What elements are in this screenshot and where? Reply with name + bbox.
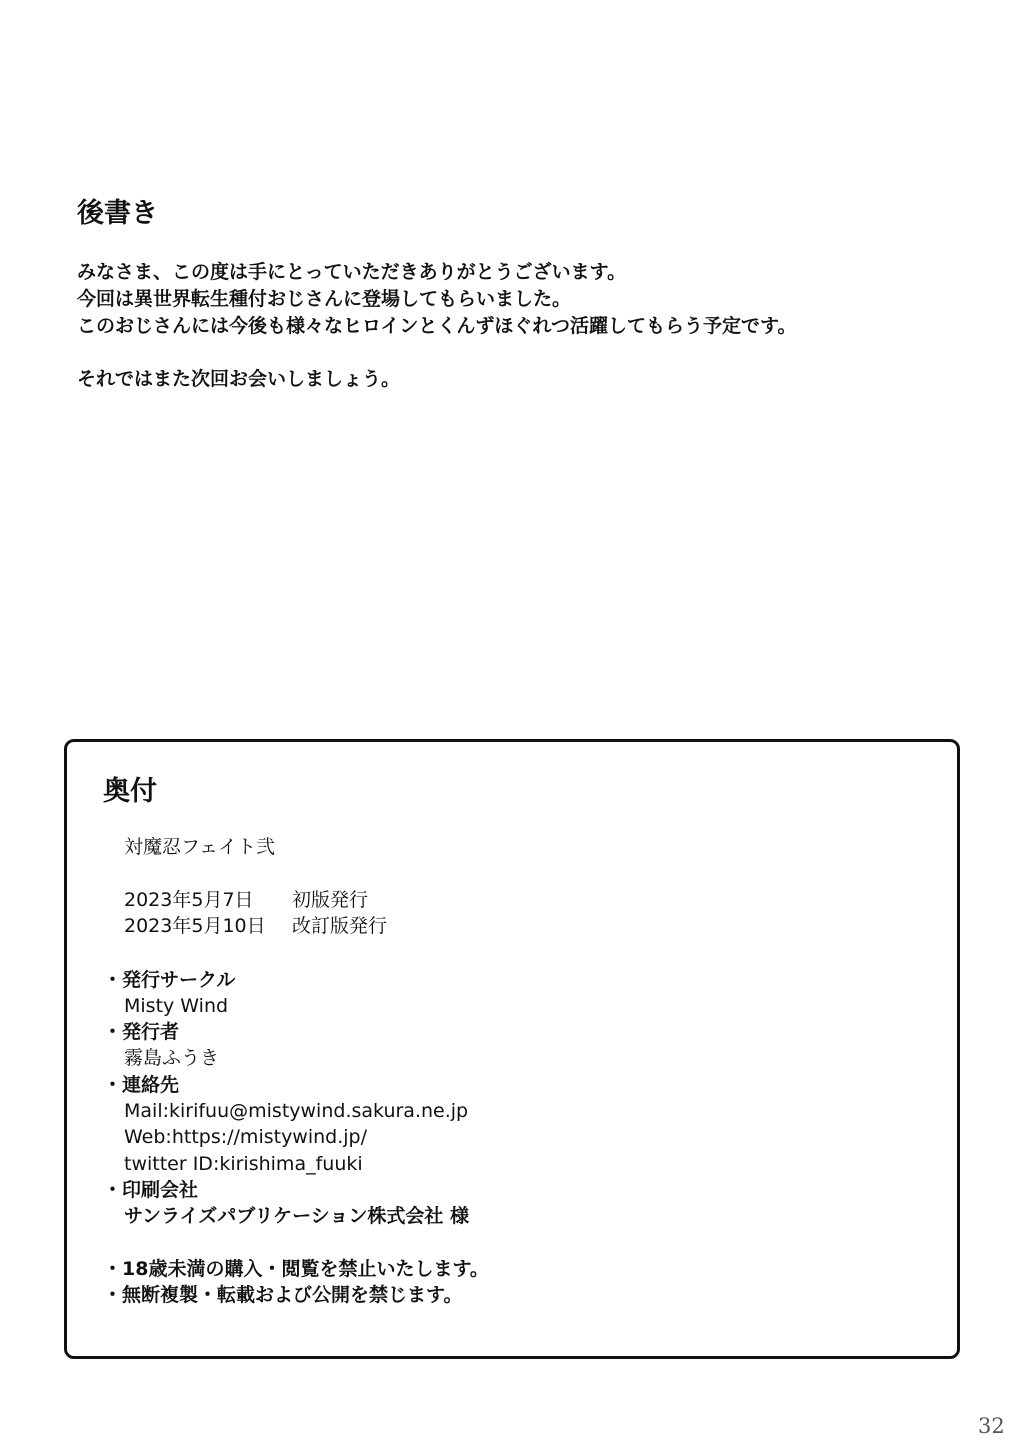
printer-value: サンライズパブリケーション株式会社 様 [124,1205,470,1227]
colophon-title: 奥付 [103,776,157,807]
afterword-line: 今回は異世界転生種付おじさんに登場してもらいました。 [77,288,572,310]
afterword-line: それではまた次回お会いしましょう。 [77,368,401,390]
contact-label: ・連絡先 [103,1074,180,1096]
notice: ・18歳未満の購入・閲覧を禁止いたします。 [103,1258,489,1280]
notice: ・無断複製・転載および公開を禁じます。 [103,1284,463,1306]
edition-date: 2023年5月7日 [124,889,254,911]
publisher-label: ・発行者 [103,1021,180,1043]
edition-row [124,913,387,939]
contact-web: Web:https://mistywind.jp/ [124,1126,368,1148]
afterword-line: このおじさんには今後も様々なヒロインとくんずほぐれつ活躍してもらう予定です。 [77,315,797,337]
edition-label: 改訂版発行 [292,915,388,937]
colophon-box [64,739,960,1359]
contact-twitter: twitter ID:kirishima_fuuki [124,1153,363,1175]
edition-row [124,887,368,913]
circle-label: ・発行サークル [103,969,236,991]
edition-label: 初版発行 [292,889,369,911]
book-title: 対魔忍フェイト弐 [124,836,276,858]
contact-mail: Mail:kirifuu@mistywind.sakura.ne.jp [124,1100,469,1122]
publisher-value: 霧島ふうき [124,1047,220,1069]
afterword-title: 後書き [77,198,158,229]
edition-date: 2023年5月10日 [124,915,266,937]
circle-value: Misty Wind [124,995,229,1017]
page-number: 32 [978,1414,1005,1438]
afterword-line: みなさま、この度は手にとっていただきありがとうございます。 [77,261,627,283]
printer-label: ・印刷会社 [103,1179,199,1201]
